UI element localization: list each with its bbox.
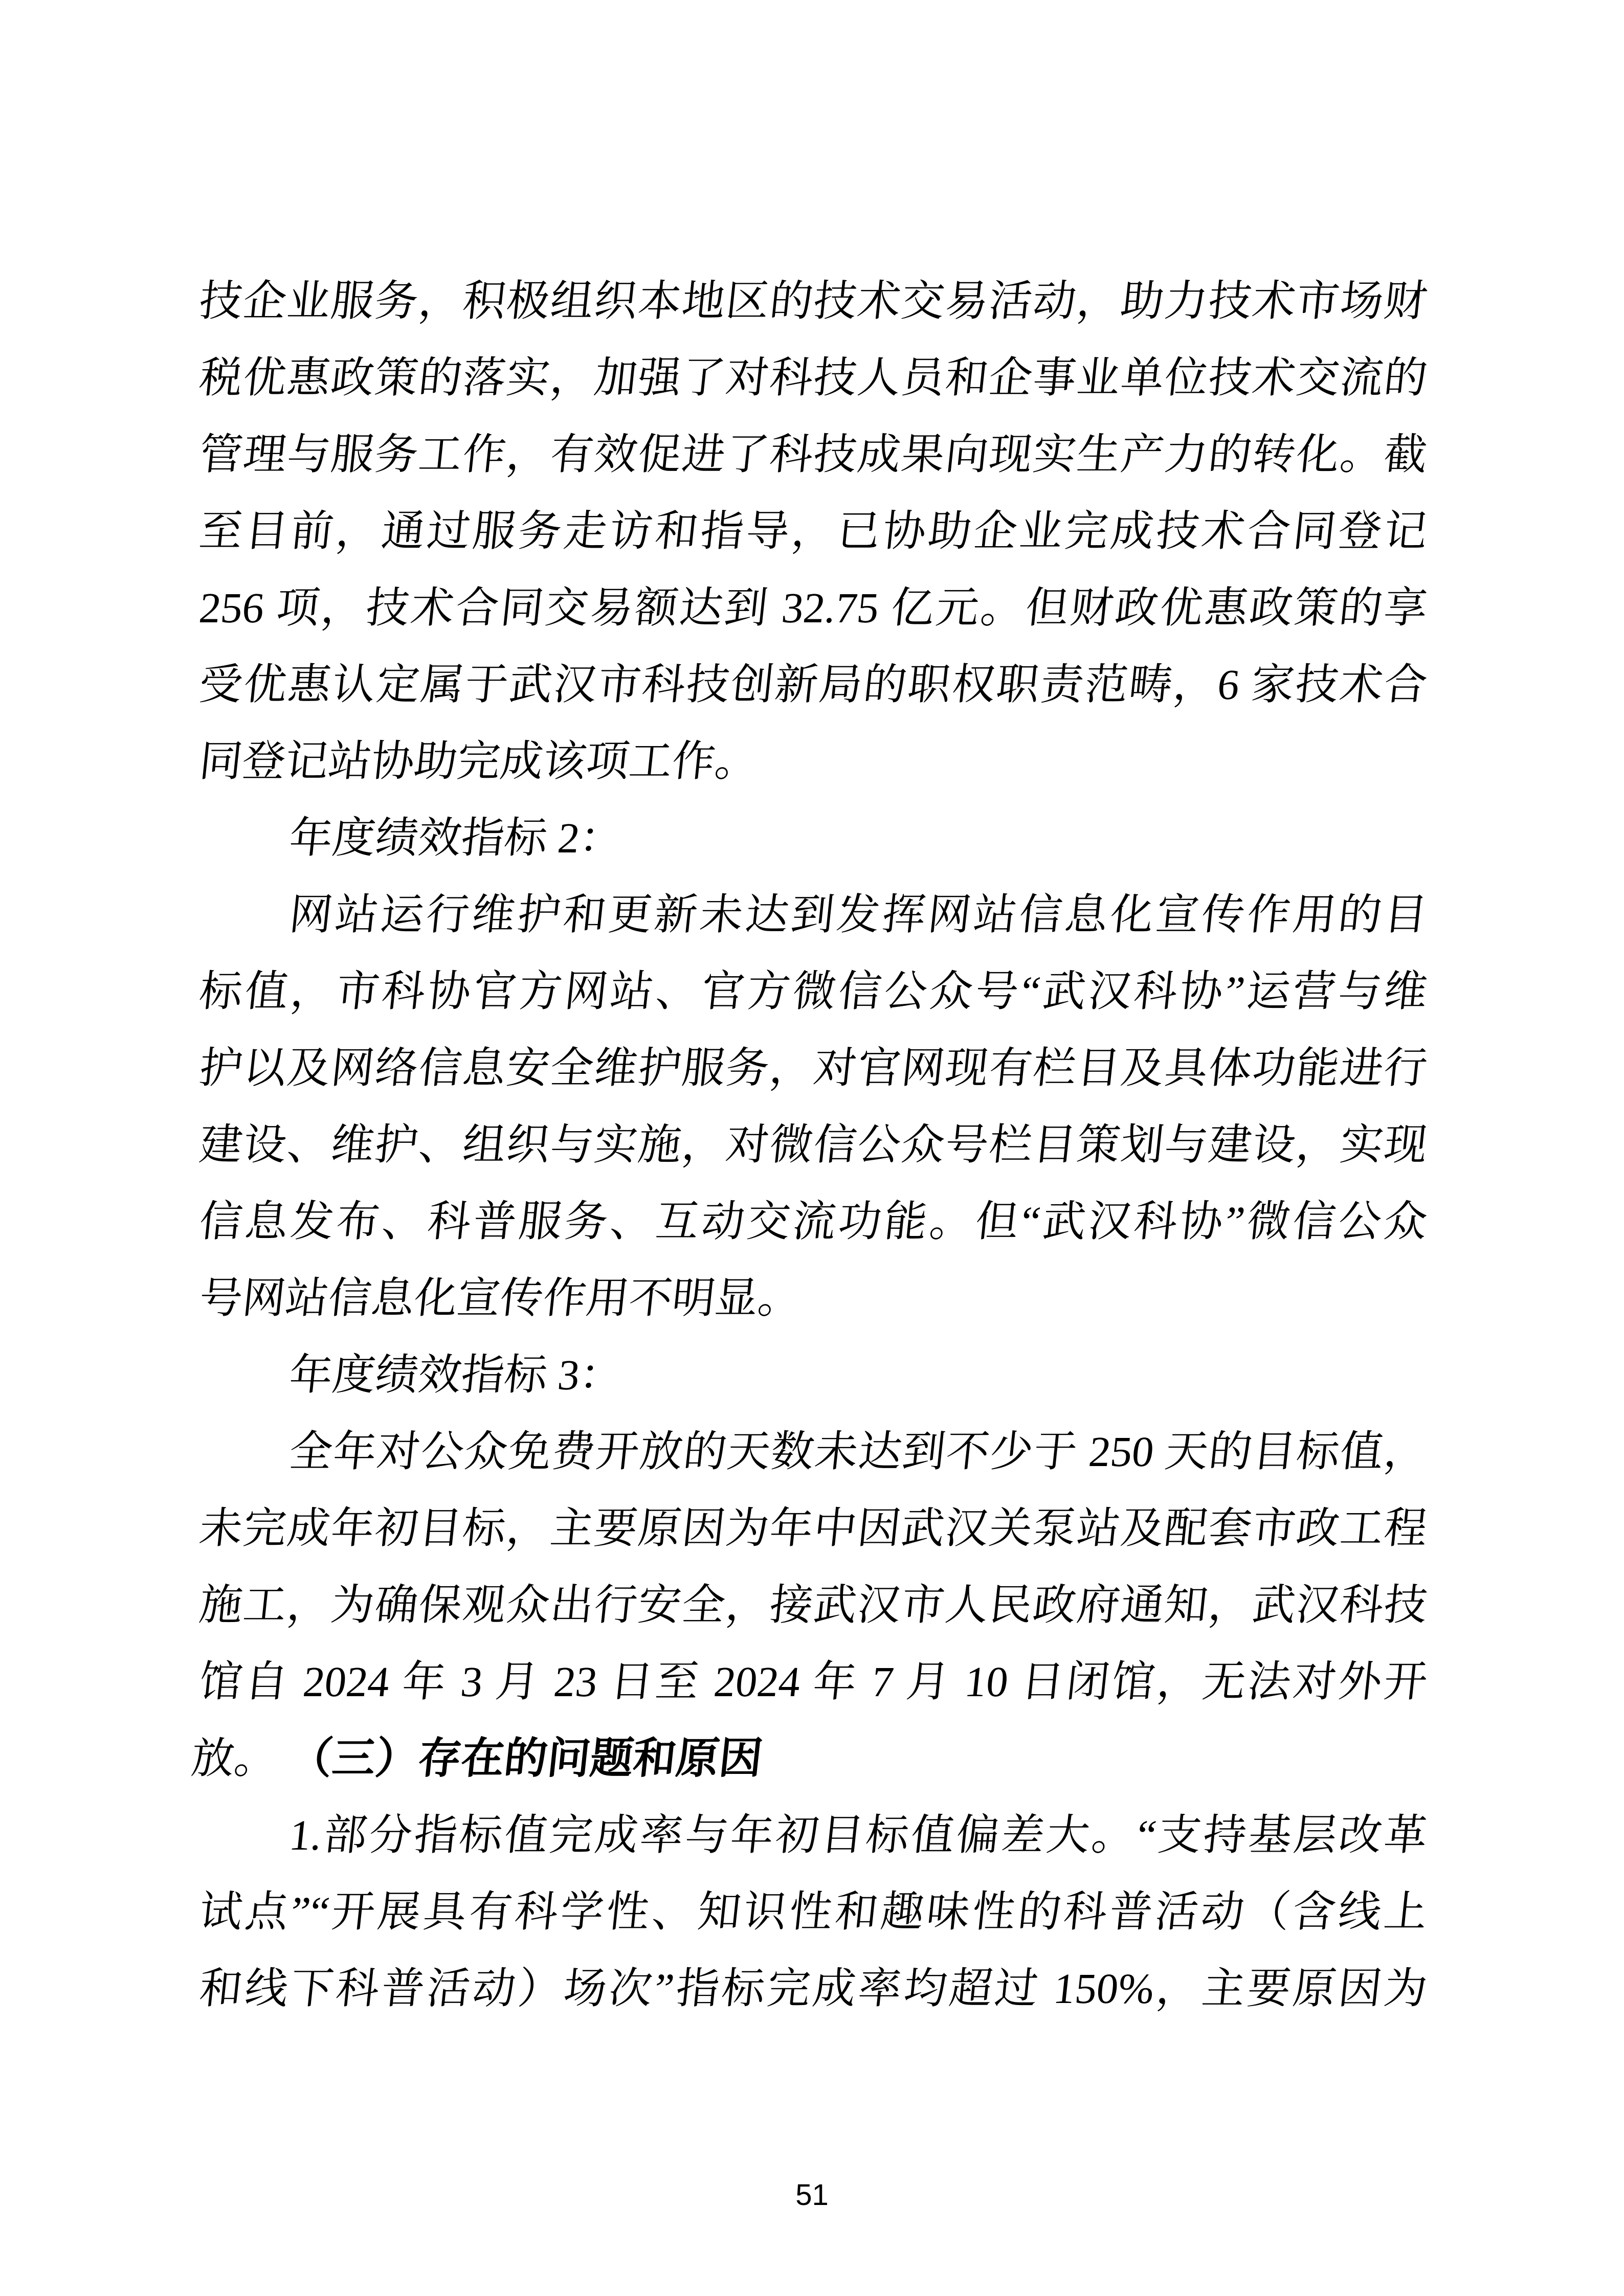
section-heading: （三）存在的问题和原因 bbox=[287, 1735, 765, 1783]
text-line: 标值，市科协官方网站、官方微信公众号“武汉科协”运营与维 bbox=[197, 968, 1430, 1016]
text-line: 信息发布、科普服务、互动交流功能。但“武汉科协”微信公众 bbox=[197, 1198, 1430, 1246]
text-line: 馆自 2024 年 3 月 23 日至 2024 年 7 月 10 日闭馆，无法对外开放。 bbox=[189, 1658, 1430, 1783]
text-line: 护以及网络信息安全维护服务，对官网现有栏目及具体功能进行 bbox=[197, 1045, 1430, 1092]
text-line: 至目前，通过服务走访和指导，已协助企业完成技术合同登记 bbox=[197, 508, 1430, 555]
text-line: 年度绩效指标 3： bbox=[287, 1352, 625, 1399]
text-line: 号网站信息化宣传作用不明显。 bbox=[197, 1275, 804, 1322]
text-line: 管理与服务工作，有效促进了科技成果向现实生产力的转化。截 bbox=[197, 431, 1430, 479]
text-line: 256 项，技术合同交易额达到 32.75 亿元。但财政优惠政策的享 bbox=[197, 584, 1430, 632]
text-block bbox=[189, 263, 1430, 2028]
text-line: 年度绩效指标 2： bbox=[287, 815, 625, 862]
text-line: 建设、维护、组织与实施，对微信公众号栏目策划与建设，实现 bbox=[197, 1121, 1430, 1169]
text-line: 试点”“开展具有科学性、知识性和趣味性的科普活动（含线上 bbox=[197, 1888, 1430, 1936]
text-line: 全年对公众免费开放的天数未达到不少于 250 天的目标值， bbox=[287, 1428, 1430, 1476]
text-line: 受优惠认定属于武汉市科技创新局的职权职责范畴，6 家技术合 bbox=[197, 661, 1430, 709]
text-line: 税优惠政策的落实，加强了对科技人员和企事业单位技术交流的 bbox=[197, 354, 1430, 402]
text-line: 同登记站协助完成该项工作。 bbox=[197, 738, 761, 785]
text-line: 技企业服务，积极组织本地区的技术交易活动，助力技术市场财 bbox=[197, 278, 1430, 325]
text-line: 施工，为确保观众出行安全，接武汉市人民政府通知，武汉科技 bbox=[197, 1582, 1430, 1629]
page-number: 51 bbox=[795, 2178, 829, 2212]
text-line: 未完成年初目标，主要原因为年中因武汉关泵站及配套市政工程 bbox=[197, 1505, 1430, 1552]
text-line: 网站运行维护和更新未达到发挥网站信息化宣传作用的目 bbox=[287, 891, 1430, 939]
text-line: 1.部分指标值完成率与年初目标值偏差大。“支持基层改革 bbox=[287, 1812, 1430, 1859]
text-line: 和线下科普活动）场次”指标完成率均超过 150%，主要原因为 bbox=[197, 1965, 1430, 2013]
